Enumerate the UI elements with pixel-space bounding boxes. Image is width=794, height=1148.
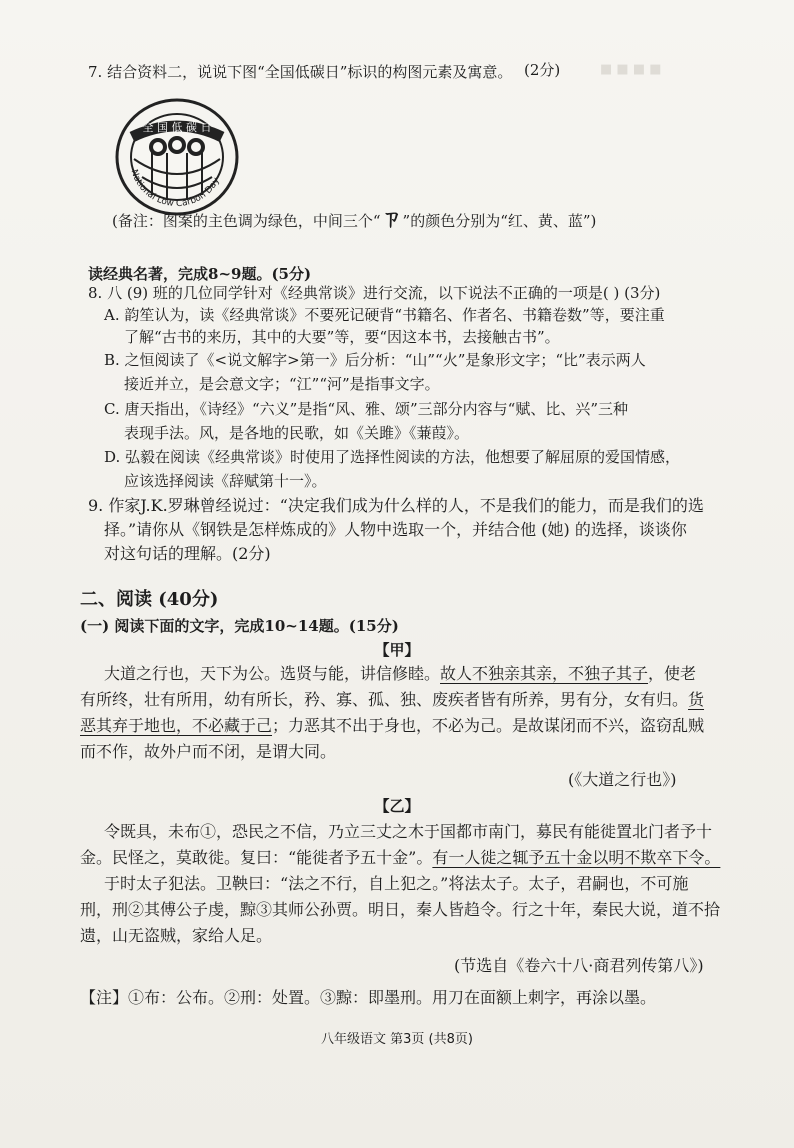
jia-source: (《大道之行也》) [568,770,677,789]
q8-option-a-line2: 了解“古书的来历，其中的大要”等，要“因这本书，去接触古书”。 [124,328,560,346]
q8-option-b-line2: 接近并立，是会意文字；“江”“河”是指事文字。 [124,375,440,393]
yi-line5: 遗，山无盗贼，家给人足。 [80,926,273,945]
q8-option-c-line2: 表现手法。风，是各地的民歌，如《关雎》《蒹葭》。 [124,424,470,442]
q8-stem: 8. 八 (9) 班的几位同学针对《经典常谈》进行交流，以下说法不正确的一项是( ) (3分) [88,284,661,302]
reading-section-header: 二、阅读 (40分) [80,589,219,610]
classics-header: 读经典名著，完成8~9题。(5分) [88,265,312,283]
yi-line4: 刑，刑②其傅公子虔，黥③其师公孙贾。明日，秦人皆趋令。行之十年，秦民大说，道不拾 [80,900,721,919]
q7-score: (2分) [524,61,561,79]
logo-top-text: 全 国 低 碳 日 [142,121,212,134]
yi-source: (节选自《卷六十八·商君列传第八》) [454,956,704,975]
q8-option-d-line2: 应该选择阅读《辞赋第十一》。 [124,472,327,490]
jia-line3: 恶其弃于地也，不必藏于己；力恶其不出于身也，不必为己。是故谋闭而不兴，盗窃乱贼 [80,716,705,735]
low-carbon-day-logo [112,97,242,217]
jia-line2: 有所终，壮有所用，幼有所长，矜、寡、孤、独、废疾者皆有所养，男有分，女有归。货 [80,690,705,709]
q9-line3: 对这句话的理解。(2分) [104,544,271,563]
q7-text: 7. 结合资料二，说说下图“全国低碳日”标识的构图元素及寓意。 [88,63,513,81]
q8-option-a-line1: A. 韵笙认为，读《经典常谈》不要死记硬背“书籍名、作者名、书籍卷数”等，要注重 [104,306,665,324]
q8-option-b-line1: B. 之恒阅读了《<说文解字>第一》后分析：“山”“火”是象形文字；“比”表示两人 [104,351,646,369]
logo-ring-text: National Low Carbon Day [128,168,222,210]
annotation-note: 【注】①布：公布。②刑：处置。③黥：即墨刑。用刀在面额上刺字，再涂以墨。 [80,988,657,1007]
reading-subheader: (一) 阅读下面的文字，完成10~14题。(15分) [80,617,399,635]
q9-line2: 择。”请你从《钢铁是怎样炼成的》人物中选取一个，并结合他 (她) 的选择，谈谈你 [104,520,687,539]
yi-line3: 于时太子犯法。卫鞅曰：“法之不行，自上犯之。”将法太子。太子，君嗣也，不可施 [104,874,689,893]
bleed-through-text: ■ ■ ■ ■ [600,62,662,77]
note-glyph: ㄗ [380,206,403,232]
q9-line1: 9. 作家J.K.罗琳曾经说过：“决定我们成为什么样的人，不是我们的能力，而是我们的选 [88,496,704,515]
passage-jia-title: 【甲】 [374,641,420,659]
yi-line1: 令既具，未布①，恐民之不信，乃立三丈之木于国都市南门，募民有能徙置北门者予十 [104,822,713,841]
passage-yi-title: 【乙】 [374,797,420,815]
q8-option-d-line1: D. 弘毅在阅读《经典常谈》时使用了选择性阅读的方法，他想要了解屈原的爱国情感， [104,448,681,466]
yi-line2: 金。民怪之，莫敢徙。复曰：“能徙者予五十金”。有一人徙之辄予五十金以明不欺卒下令。 [80,848,721,867]
jia-line1: 大道之行也，天下为公。选贤与能，讲信修睦。故人不独亲其亲，不独子其子，使老 [104,664,697,683]
q8-option-c-line1: C. 唐天指出，《诗经》“六义”是指“风、雅、颂”三部分内容与“赋、比、兴”三种 [104,400,628,418]
jia-line4: 而不作，故外户而不闭，是谓大同。 [80,742,337,761]
q7-note: (备注：图案的主色调为绿色，中间三个“ㄗ”的颜色分别为“红、黄、蓝”) [112,206,597,232]
page-footer: 八年级语文 第3页 (共8页) [321,1032,473,1047]
